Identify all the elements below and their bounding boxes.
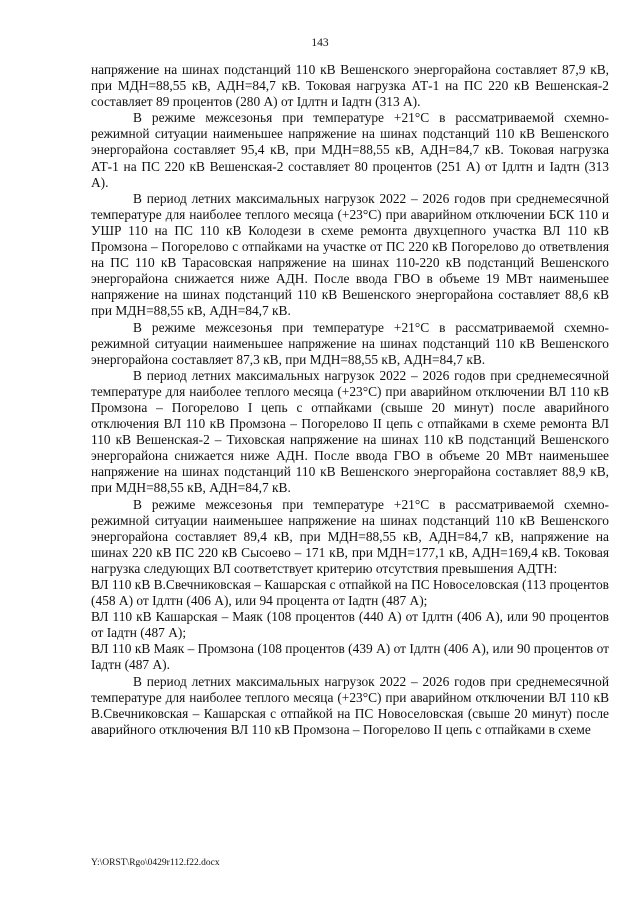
paragraph: В режиме межсезонья при температуре +21°С в рассматриваемой схемно-режимной ситуации наименьшее напряжение на шинах подстанций 110 кВ Вешенского энергорайона составляет 89,4 кВ, при МДН=88,55 кВ, АДН=84,7 кВ, напряжение на шинах 220 кВ ПС 220 кВ Сысоево – 171 кВ, при МДН=177,1 кВ, АДН=169,4 кВ. Токовая нагрузка следующих ВЛ соответствует критерию отсутствия превышения АДТН: (91, 496, 609, 576)
document-body (91, 62, 609, 738)
footer-file-path: Y:\ORST\Rgo\0429r112.f22.docx (91, 858, 220, 868)
list-item: ВЛ 110 кВ В.Свечниковская – Кашарская с отпайкой на ПС Новоселовская (113 процентов (458 А) от Iдлтн (406 А), или 94 процента от Iадтн (487 А); (91, 577, 609, 609)
paragraph: В период летних максимальных нагрузок 2022 – 2026 годов при среднемесячной температуре для наиболее теплого месяца (+23°С) при аварийном отключении ВЛ 110 кВ В.Свечниковская – Кашарская с отпайкой на ПС Новоселовская (свыше 20 минут) после аварийного отключения ВЛ 110 кВ Промзона – Погорелово II цепь с отпайками в схеме (91, 673, 609, 737)
list-item: ВЛ 110 кВ Кашарская – Маяк (108 процентов (440 А) от Iдлтн (406 А), или 90 процентов от Iадтн (487 А); (91, 609, 609, 641)
list-item: ВЛ 110 кВ Маяк – Промзона (108 процентов (439 А) от Iдлтн (406 А), или 90 процентов от Iадтн (487 А). (91, 641, 609, 673)
paragraph: напряжение на шинах подстанций 110 кВ Вешенского энергорайона составляет 87,9 кВ, при МДН=88,55 кВ, АДН=84,7 кВ. Токовая нагрузка АТ-1 на ПС 220 кВ Вешенская-2 составляет 89 процентов (280 А) от Iдлтн и Iадтн (313 А). (91, 62, 609, 110)
page-number: 143 (311, 37, 329, 49)
paragraph: В период летних максимальных нагрузок 2022 – 2026 годов при среднемесячной температуре для наиболее теплого месяца (+23°С) при аварийном отключении БСК 110 и УШР 110 на ПС 110 кВ Колодези в схеме ремонта двухцепного участка ВЛ 110 кВ Промзона – Погорелово с отпайками на участке от ПС 220 кВ Погорелово до ответвления на ПС 110 кВ Тарасовская напряжение на шинах 110-220 кВ подстанций Вешенского энергорайона снижается ниже АДН. После ввода ГВО в объеме 19 МВт наименьшее напряжение на шинах подстанций 110 кВ Вешенского энергорайона составляет 88,6 кВ при МДН=88,55 кВ, АДН=84,7 кВ. (91, 190, 609, 319)
paragraph: В период летних максимальных нагрузок 2022 – 2026 годов при среднемесячной температуре для наиболее теплого месяца (+23°С) при аварийном отключении ВЛ 110 кВ Промзона – Погорелово I цепь с отпайками (свыше 20 минут) после аварийного отключения ВЛ 110 кВ Промзона – Погорелово II цепь с отпайками в схеме ремонта ВЛ 110 кВ Вешенская-2 – Тиховская напряжение на шинах 110 кВ подстанций Вешенского энергорайона снижается ниже АДН. После ввода ГВО в объеме 20 МВт наименьшее напряжение на шинах подстанций 110 кВ Вешенского энергорайона составляет 88,9 кВ, при МДН=88,55 кВ, АДН=84,7 кВ. (91, 367, 609, 496)
paragraph: В режиме межсезонья при температуре +21°С в рассматриваемой схемно-режимной ситуации наименьшее напряжение на шинах подстанций 110 кВ Вешенского энергорайона составляет 95,4 кВ, при МДН=88,55 кВ, АДН=84,7 кВ. Токовая нагрузка АТ-1 на ПС 220 кВ Вешенская-2 составляет 80 процентов (251 А) от Iдлтн и Iадтн (313 А). (91, 110, 609, 190)
paragraph: В режиме межсезонья при температуре +21°С в рассматриваемой схемно-режимной ситуации наименьшее напряжение на шинах подстанций 110 кВ Вешенского энергорайона составляет 87,3 кВ, при МДН=88,55 кВ, АДН=84,7 кВ. (91, 319, 609, 367)
